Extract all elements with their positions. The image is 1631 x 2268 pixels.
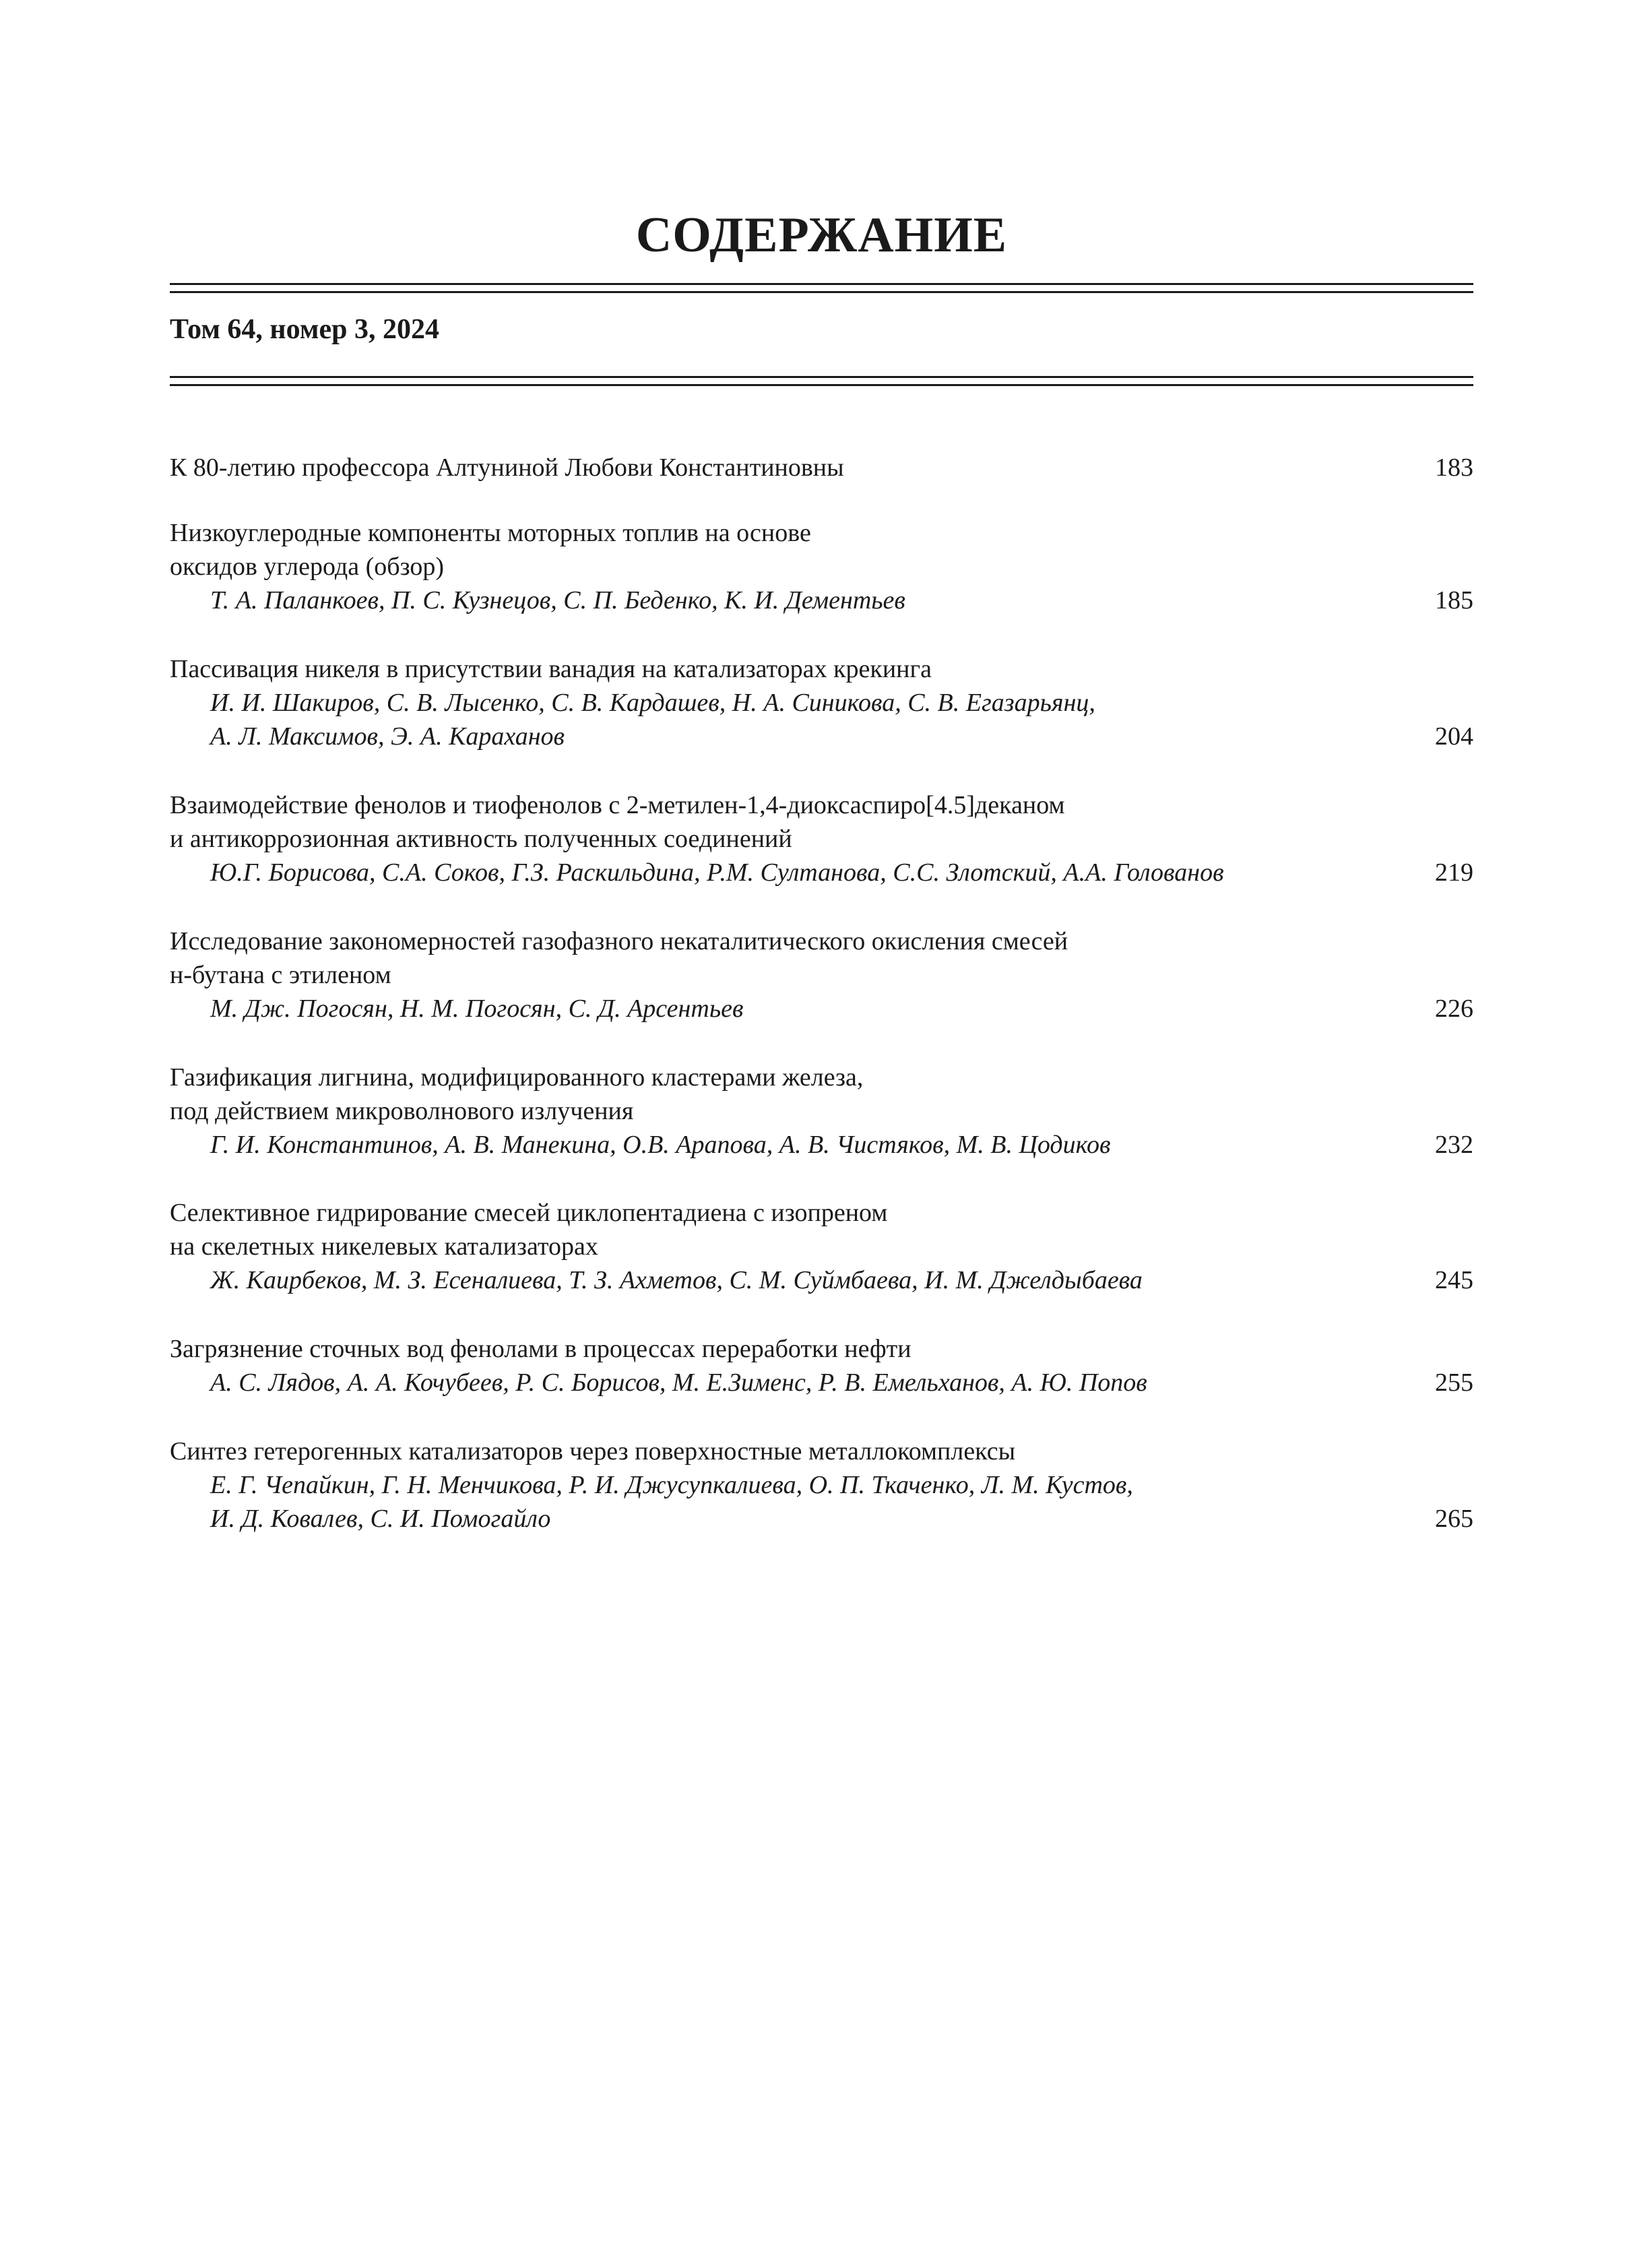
entry-authors-line: А. С. Лядов, А. А. Кочубеев, Р. С. Борисов, М. Е.Зименс, Р. В. Емельханов, А. Ю. Попов xyxy=(210,1368,1147,1397)
entry-page-number: 265 xyxy=(1435,1505,1473,1533)
entry-authors-line: Е. Г. Чепайкин, Г. Н. Менчикова, Р. И. Джусупкалиева, О. П. Ткаченко, Л. М. Кустов, xyxy=(210,1471,1133,1499)
entry-authors-line: А. Л. Максимов, Э. А. Караханов xyxy=(210,722,565,751)
toc-entry xyxy=(170,516,1473,617)
toc-entry xyxy=(170,652,1473,753)
entry-title-line: оксидов углерода (обзор) xyxy=(170,553,445,581)
page-title: СОДЕРЖАНИЕ xyxy=(635,208,1008,263)
title-rule-top xyxy=(170,283,1473,285)
title-rule-bottom xyxy=(170,291,1473,293)
entry-authors-line: Т. А. Паланкоев, П. С. Кузнецов, С. П. Беденко, К. И. Дементьев xyxy=(210,586,905,615)
volume-rule-top xyxy=(170,376,1473,378)
volume-rule-bottom xyxy=(170,384,1473,386)
entry-page-number: 185 xyxy=(1435,586,1473,615)
entry-title-line: н-бутана с этиленом xyxy=(170,961,391,989)
toc-entry xyxy=(170,1196,1473,1297)
entry-authors-line: Ю.Г. Борисова, С.А. Соков, Г.З. Раскильдина, Р.М. Султанова, С.С. Злотский, А.А. Голованов xyxy=(210,858,1224,887)
entry-title-line: К 80-летию профессора Алтуниной Любови Константиновны xyxy=(170,453,844,482)
entry-title-line: Селективное гидрирование смесей циклопентадиена с изопреном xyxy=(170,1199,888,1227)
entry-page-number: 219 xyxy=(1435,858,1473,887)
toc-entry xyxy=(170,1435,1473,1536)
entry-title-line: Синтез гетерогенных катализаторов через поверхностные металлокомплексы xyxy=(170,1437,1016,1466)
entry-title-line: Загрязнение сточных вод фенолами в процессах переработки нефти xyxy=(170,1335,912,1363)
entry-authors-line: Ж. Каирбеков, М. З. Есеналиева, Т. З. Ахметов, С. М. Суймбаева, И. М. Джелдыбаева xyxy=(210,1266,1143,1294)
toc-entry xyxy=(170,1061,1473,1162)
entry-page-number: 245 xyxy=(1435,1266,1473,1294)
entry-authors-line: И. И. Шакиров, С. В. Лысенко, С. В. Кардашев, Н. А. Синикова, С. В. Егазарьянц, xyxy=(210,689,1095,717)
entry-authors-line: Г. И. Константинов, А. В. Манекина, О.В. Арапова, А. В. Чистяков, М. В. Цодиков xyxy=(210,1131,1111,1159)
volume-issue: Том 64, номер 3, 2024 xyxy=(170,314,439,345)
entry-page-number: 232 xyxy=(1435,1131,1473,1159)
entry-page-number: 204 xyxy=(1435,722,1473,751)
toc-entry xyxy=(170,451,1473,484)
entry-title-line: Газификация лигнина, модифицированного кластерами железа, xyxy=(170,1063,864,1092)
toc-entry xyxy=(170,924,1473,1026)
entry-page-number: 183 xyxy=(1435,453,1473,482)
entry-title-line: Низкоуглеродные компоненты моторных топлив на основе xyxy=(170,519,811,547)
entry-title-line: Взаимодействие фенолов и тиофенолов с 2-метилен-1,4-диоксаспиро[4.5]деканом xyxy=(170,791,1065,819)
entry-title-line: Пассивация никеля в присутствии ванадия на катализаторах крекинга xyxy=(170,655,932,683)
toc-entry xyxy=(170,1332,1473,1399)
entry-title-line: на скелетных никелевых катализаторах xyxy=(170,1232,598,1261)
entry-authors-line: И. Д. Ковалев, С. И. Помогайло xyxy=(210,1505,551,1533)
entry-page-number: 226 xyxy=(1435,995,1473,1023)
entry-title-line: Исследование закономерностей газофазного некаталитического окисления смесей xyxy=(170,927,1068,955)
entry-title-line: и антикоррозионная активность полученных соединений xyxy=(170,825,792,853)
entry-authors-line: М. Дж. Погосян, Н. М. Погосян, С. Д. Арсентьев xyxy=(210,995,744,1023)
toc-entry xyxy=(170,788,1473,889)
entry-page-number: 255 xyxy=(1435,1368,1473,1397)
entry-title-line: под действием микроволнового излучения xyxy=(170,1097,634,1125)
